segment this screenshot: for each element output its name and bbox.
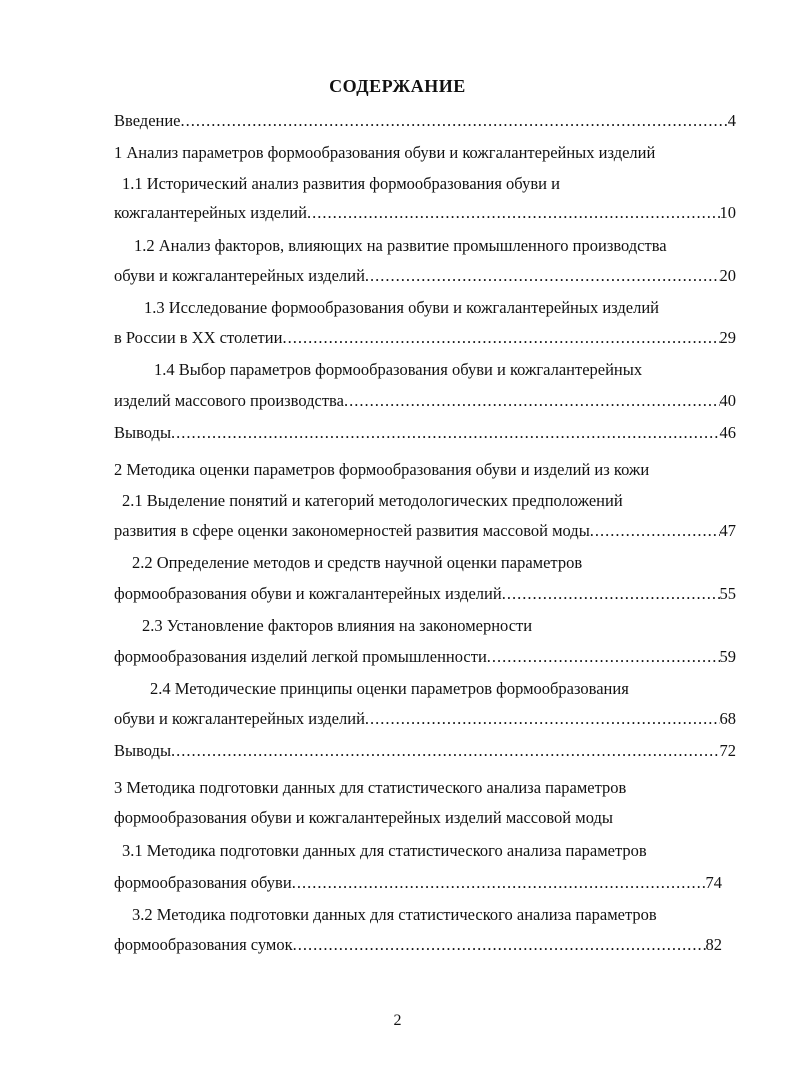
toc-entry-page: 47: [719, 521, 736, 540]
toc-section-heading: [114, 297, 736, 319]
toc-entry-text: 3.1 Методика подготовки данных для статистического анализа параметров: [122, 841, 647, 860]
toc-entry-text: 3.2 Методика подготовки данных для статистического анализа параметров: [132, 905, 657, 924]
toc-entry-text: Выводы: [114, 741, 172, 760]
toc-entry: [114, 265, 736, 287]
toc-entry-page: 20: [719, 266, 736, 285]
toc-entry-text: 1.3 Исследование формообразования обуви и кожгалантерейных изделий: [144, 298, 659, 317]
toc-entry: [114, 390, 736, 412]
leader-dots: [365, 265, 720, 287]
toc-entry-text: формообразования обуви и кожгалантерейных изделий массовой моды: [114, 808, 613, 827]
toc-section-heading: [114, 173, 736, 195]
toc-entry-text: формообразования обуви и кожгалантерейных изделий: [114, 584, 502, 603]
toc-entry: [114, 740, 736, 762]
toc-chapter-heading: [114, 459, 736, 481]
page-number: 2: [393, 1012, 402, 1029]
toc-entry-text: 1 Анализ параметров формообразования обуви и кожгалантерейных изделий: [114, 143, 656, 162]
toc-entry: [114, 202, 736, 224]
toc-entry-text: обуви и кожгалантерейных изделий: [114, 266, 365, 285]
toc-entry: [114, 520, 736, 542]
toc-entry: [114, 110, 736, 132]
page-title: СОДЕРЖАНИЕ: [329, 76, 466, 96]
leader-dots: [181, 110, 728, 132]
toc-entry-text: формообразования обуви: [114, 873, 292, 892]
toc-entry: [114, 872, 722, 894]
leader-dots: [590, 520, 720, 542]
toc-entry-page: 10: [719, 203, 736, 222]
leader-dots: [292, 872, 706, 894]
toc-entry-page: 40: [719, 391, 736, 410]
leader-dots: [344, 390, 720, 412]
toc-entry-text: 2 Методика оценки параметров формообразования обуви и изделий из кожи: [114, 460, 650, 479]
toc-entry-page: 4: [727, 111, 736, 130]
toc-entry-page: 59: [719, 647, 736, 666]
toc-entry: [114, 327, 736, 349]
toc-entry-page: 74: [705, 873, 722, 892]
toc-entry-text: формообразования сумок: [114, 935, 293, 954]
leader-dots: [282, 327, 719, 349]
leader-dots: [502, 583, 720, 605]
toc-entry-text: Введение: [114, 111, 181, 130]
toc-entry: [114, 708, 736, 730]
toc-section-heading: [114, 235, 736, 257]
toc-section-heading: [114, 678, 736, 700]
leader-dots: [487, 646, 720, 668]
leader-dots: [293, 934, 706, 956]
toc-entry-text: 2.3 Установление факторов влияния на закономерности: [142, 616, 533, 635]
toc-entry-text: 2.4 Методические принципы оценки параметров формообразования: [150, 679, 629, 698]
toc-section-heading: [114, 490, 736, 512]
toc-entry-text: обуви и кожгалантерейных изделий: [114, 709, 365, 728]
toc-section-heading: [114, 615, 736, 637]
toc-section-heading: [114, 359, 736, 381]
toc-entry-page: 55: [719, 584, 736, 603]
toc-chapter-heading: [114, 142, 736, 164]
toc-entry-text: 2.1 Выделение понятий и категорий методологических предположений: [122, 491, 623, 510]
toc-entry-page: 68: [719, 709, 736, 728]
toc-entry-text: Выводы: [114, 423, 172, 442]
toc-entry-text: в России в XX столетии: [114, 328, 283, 347]
toc-entry-text: формообразования изделий легкой промышленности: [114, 647, 487, 666]
toc-entry-text: 1.1 Исторический анализ развития формообразования обуви и: [122, 174, 560, 193]
toc-entry-text: 1.4 Выбор параметров формообразования обуви и кожгалантерейных: [154, 360, 643, 379]
toc-section-heading: [114, 904, 736, 926]
toc-entry: [114, 422, 736, 444]
toc-chapter-heading: [114, 777, 736, 799]
toc-section-heading: [114, 552, 736, 574]
toc-entry: [114, 583, 736, 605]
toc-entry-page: 46: [719, 423, 736, 442]
toc-entry-page: 72: [719, 741, 736, 760]
toc-entry-page: 29: [719, 328, 736, 347]
toc-entry: [114, 646, 736, 668]
toc-entry-text: изделий массового производства: [114, 391, 344, 410]
toc-entry-text: кожгалантерейных изделий: [114, 203, 307, 222]
leader-dots: [307, 202, 720, 224]
toc-section-heading: [114, 840, 736, 862]
leader-dots: [171, 422, 719, 444]
toc-entry-text: развития в сфере оценки закономерностей развития массовой моды: [114, 521, 590, 540]
toc-entry-text: 3 Методика подготовки данных для статистического анализа параметров: [114, 778, 627, 797]
toc-chapter-heading-continued: [114, 807, 736, 829]
toc-entry-text: 1.2 Анализ факторов, влияющих на развитие промышленного производства: [134, 236, 667, 255]
leader-dots: [365, 708, 720, 730]
toc-entry-page: 82: [705, 935, 722, 954]
toc-entry-text: 2.2 Определение методов и средств научной оценки параметров: [132, 553, 583, 572]
toc-entry: [114, 934, 722, 956]
leader-dots: [171, 740, 719, 762]
